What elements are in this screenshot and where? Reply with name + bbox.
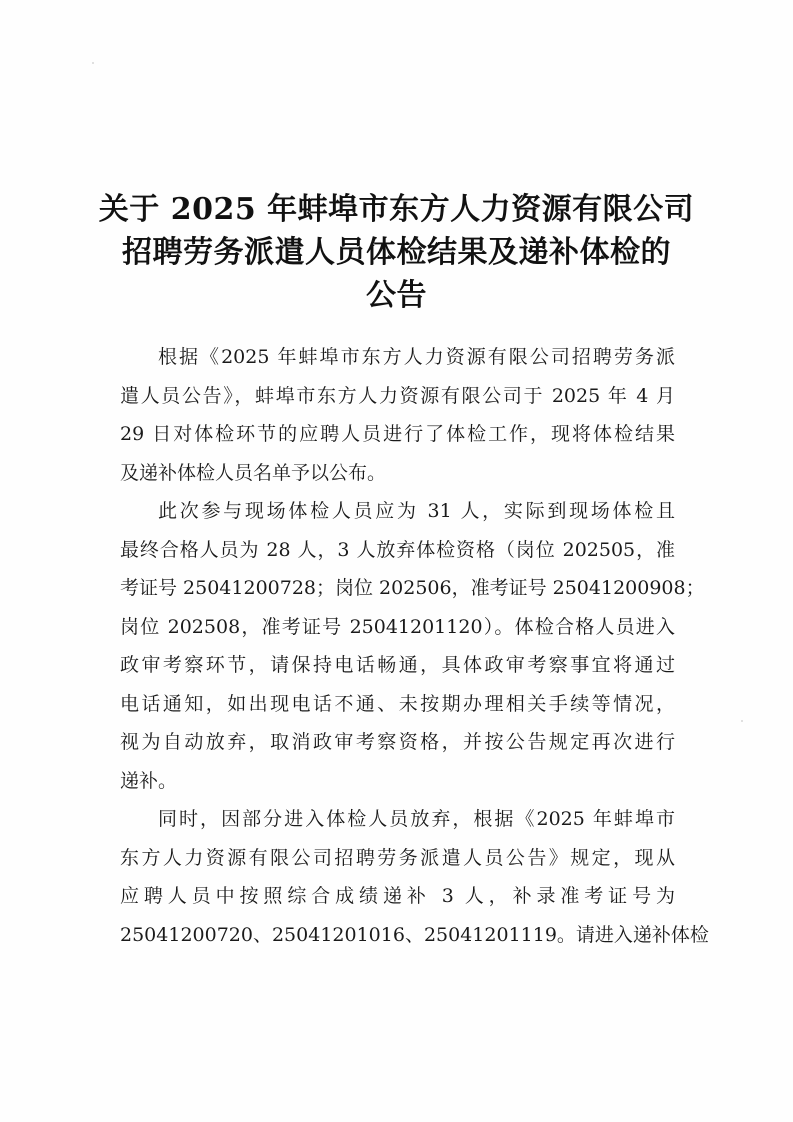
paragraph-line: 递补。 [120, 769, 178, 792]
paragraph-line: 及递补体检人员名单予以公布。 [120, 461, 387, 484]
paragraph-line: 遣人员公告》，蚌埠市东方人力资源有限公司于 2025 年 4 月 [120, 384, 675, 407]
paragraph-line: 电话通知，如出现电话不通、未按期办理相关手续等情况， [120, 692, 675, 715]
paragraph-line: 岗位 202508，准考证号 25041201120）。体检合格人员进入 [120, 615, 675, 638]
paragraph-line: 此次参与现场体检人员应为 31 人，实际到现场体检且 [158, 500, 675, 522]
paragraph-line: 考证号 25041200728；岗位 202506，准考证号 25041200908； [120, 577, 705, 599]
paragraph-line: 25041200720、25041201016、25041201119。请进入递补体检 [120, 923, 709, 946]
paragraph-line: 东方人力资源有限公司招聘劳务派遣人员公告》规定，现从 [120, 846, 675, 869]
paragraph-supplement [120, 800, 709, 954]
title-line-1: 关于 2025 年蚌埠市东方人力资源有限公司 [98, 192, 695, 227]
paragraph-line: 视为自动放弃，取消政审考察资格，并按公告规定再次进行 [120, 731, 675, 753]
title-line-2: 招聘劳务派遣人员体检结果及递补体检的 [122, 235, 671, 270]
paragraph-line: 最终合格人员为 28 人，3 人放弃体检资格（岗位 202505，准 [120, 538, 675, 561]
notice-title [90, 188, 703, 317]
scan-speck [741, 720, 743, 722]
scan-speck [92, 62, 94, 64]
notice-body [120, 338, 709, 954]
title-line-3: 公告 [366, 278, 427, 313]
paragraph-line: 根据《2025 年蚌埠市东方人力资源有限公司招聘劳务派 [158, 346, 675, 368]
paragraph-line: 政审考察环节，请保持电话畅通，具体政审考察事宜将通过 [120, 654, 675, 676]
paragraph-results [120, 492, 705, 800]
paragraph-line: 29 日对体检环节的应聘人员进行了体检工作，现将体检结果 [120, 423, 675, 445]
paragraph-line: 同时，因部分进入体检人员放弃，根据《2025 年蚌埠市 [158, 808, 675, 830]
paragraph-basis [120, 338, 675, 492]
paragraph-line: 应聘人员中按照综合成绩递补 3 人，补录准考证号为 [120, 885, 675, 907]
